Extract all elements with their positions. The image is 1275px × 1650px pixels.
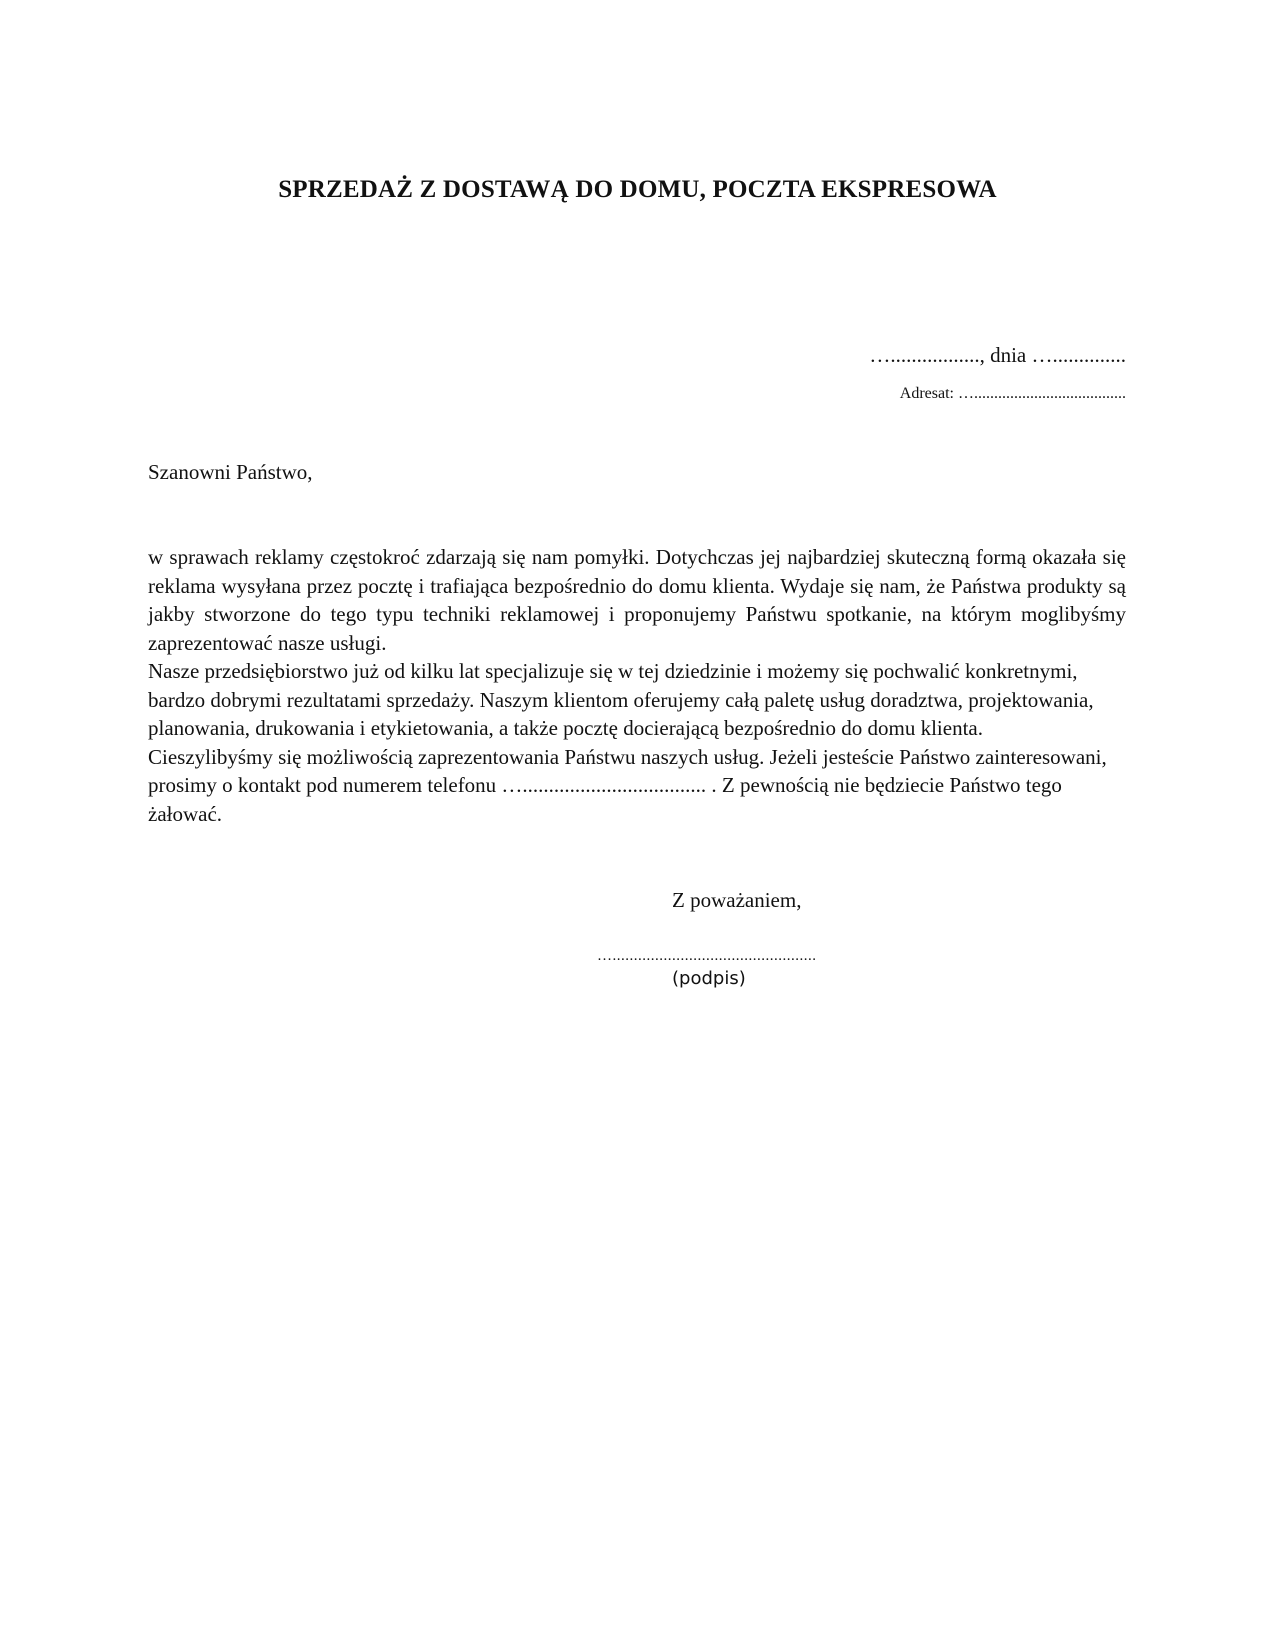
greeting: Szanowni Państwo, <box>148 460 313 484</box>
place-date-line: …................., dnia ….............. <box>869 343 1126 367</box>
signature-line: …................................................ <box>597 948 817 964</box>
paragraph-contact: Cieszylibyśmy się możliwością zaprezentowania Państwu naszych usług. Jeżeli jesteście Państwo zainteresowani, prosimy o kontakt pod numerem telefonu …................................... . Z pewnością nie będziecie Państwo tego żałować. <box>148 744 1107 826</box>
letter-body <box>148 543 1126 828</box>
addressee-line: Adresat: …...................................... <box>899 385 1126 402</box>
signature-label: (podpis) <box>672 968 746 989</box>
paragraph-intro: w sprawach reklamy częstokroć zdarzają się nam pomyłki. Dotychczas jej najbardziej skuteczną formą okazała się reklama wysyłana przez pocztę i trafiająca bezpośrednio do domu klienta. Wydaje się nam, że Państwa produkty są jakby stworzone do tego typu techniki reklamowej i proponujemy Państwu spotkanie, na którym moglibyśmy zaprezentować nasze usługi. <box>148 545 1126 655</box>
closing-salutation: Z poważaniem, <box>672 888 802 912</box>
paragraph-company: Nasze przedsiębiorstwo już od kilku lat specjalizuje się w tej dziedzinie i możemy się pochwalić konkretnymi, bardzo dobrymi rezultatami sprzedaży. Naszym klientom oferujemy całą paletę usług doradztwa, projektowania, planowania, drukowania i etykietowania, a także pocztę docierającą bezpośrednio do domu klienta. <box>148 659 1094 740</box>
document-title: SPRZEDAŻ Z DOSTAWĄ DO DOMU, POCZTA EKSPRESOWA <box>278 176 997 203</box>
